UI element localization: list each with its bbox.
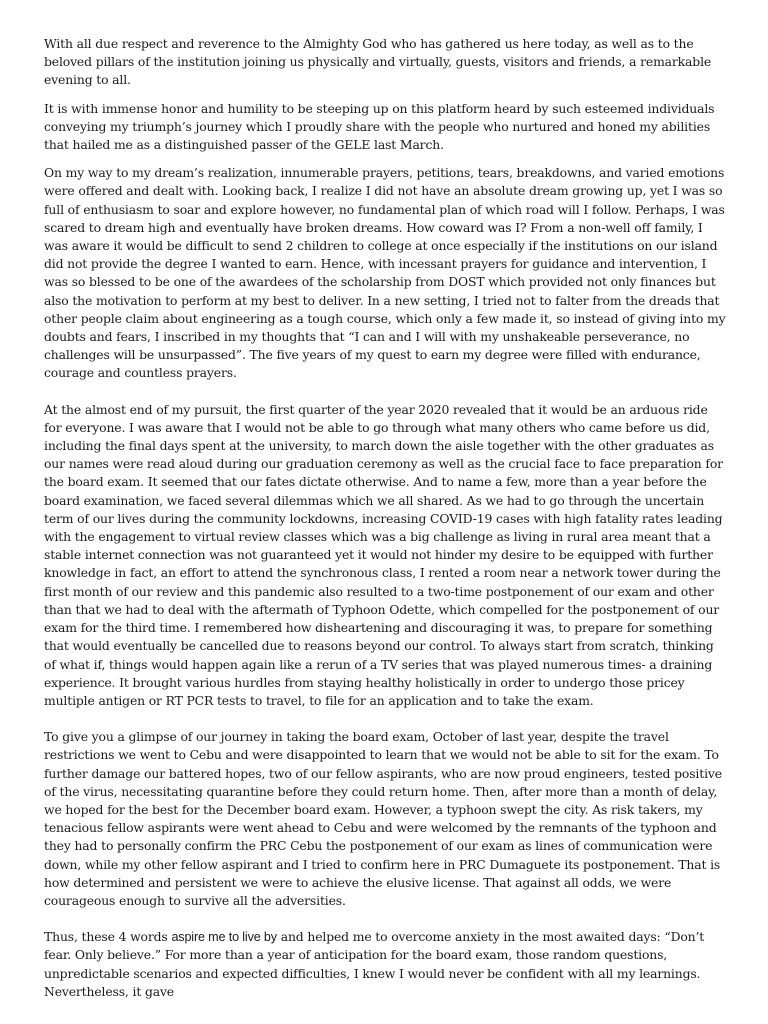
- paragraph-closing: [44, 928, 727, 1001]
- closing-text-before: Thus, these 4 words: [44, 929, 172, 945]
- paragraph-honor: It is with immense honor and humility to be steeping up on this platform heard by such esteemed individuals conveying my triumph’s journey which I proudly share with the people who nurtured and honed my abilities that hailed me as a distinguished passer of the GELE last March.: [44, 100, 715, 153]
- paragraph-dream: On my way to my dream’s realization, innumerable prayers, petitions, tears, breakdowns, and varied emotions were offered and dealt with. Looking back, I realize I did not have an absolute dream growing up, yet I was so full of enthusiasm to soar and explore however, no fundamental plan of which road will I follow. Perhaps, I was scared to dream high and eventually have broken dreams. How coward was I? From a non-well off family, I was aware it would be difficult to send 2 children to college at once especially if the institutions on our island did not provide the degree I wanted to earn. Hence, with incessant prayers for guidance and intervention, I was so blessed to be one of the awardees of the scholarship from DOST which provided not only finances but also the motivation to perform at my best to deliver. In a new setting, I tried not to falter from the dreads that other people claim about engineering as a tough course, which only a few made it, so instead of giving into my doubts and fears, I inscribed in my thoughts that “I can and I will with my unshakeable perseverance, no challenges will be unsurpassed”. The five years of my quest to earn my degree were filled with endurance, courage and countless prayers.: [44, 165, 726, 381]
- closing-text-sans: aspire me to live by: [171, 930, 277, 945]
- closing-text-after: and helped me to overcome anxiety in the most awaited days: “Don’t fear. Only believe.” For more than a year of anticipation for the board exam, those random questions, unpredictable scenarios and expected difficulties, I knew I would never be confident with all my learnings. Nevertheless, it gave: [44, 929, 705, 999]
- paragraph-greeting: With all due respect and reverence to the Almighty God who has gathered us here today, as well as to the beloved pillars of the institution joining us physically and virtually, guests, visitors and friends, a remarkable evening to all.: [44, 36, 712, 88]
- paragraph-pandemic: At the almost end of my pursuit, the first quarter of the year 2020 revealed that it would be an arduous ride for everyone. I was aware that I would not be able to go through what many others who came before us did, including the final days spent at the university, to march down the aisle together with the other graduates as our names were read aloud during our graduation ceremony as well as the crucial face to face preparation for the board exam. It seemed that our fates dictate otherwise. And to name a few, more than a year before the board examination, we faced several dilemmas which we all shared. As we had to go through the uncertain term of our lives during the community lockdowns, increasing COVID-19 cases with high fatality rates leading with the engagement to virtual review classes which was a big challenge as living in rural area meant that a stable internet connection was not guaranteed yet it would not hinder my desire to be equipped with further knowledge in fact, an effort to attend the synchronous class, I rented a room near a network tower during the first month of our review and this pandemic also resulted to a two-time postponement of our exam and other than that we had to deal with the aftermath of Typhoon Odette, which compelled for the postponement of our exam for the third time. I remembered how disheartening and discouraging it was, to prepare for something that would eventually be cancelled due to reasons beyond our control. To always start from scratch, thinking of what if, things would happen again like a rerun of a TV series that was played numerous times- a draining experience. It brought various hurdles from staying healthy holistically in order to undergo those pricey multiple antigen or RT PCR tests to travel, to file for an application and to take the exam.: [44, 401, 723, 708]
- paragraph-board-exam: To give you a glimpse of our journey in taking the board exam, October of last year, despite the travel restrictions we went to Cebu and were disappointed to learn that we would not be able to sit for the exam. To further damage our battered hopes, two of our fellow aspirants, who are now proud engineers, tested positive of the virus, necessitating quarantine before they could return home. Then, after more than a month of delay, we hoped for the best for the December board exam. However, a typhoon swept the city. As risk takers, my tenacious fellow aspirants were went ahead to Cebu and were welcomed by the remnants of the typhoon and they had to personally confirm the PRC Cebu the postponement of our exam as lines of communication were down, while my other fellow aspirant and I tried to confirm here in PRC Dumaguete its postponement. That is how determined and persistent we were to achieve the elusive license. That against all odds, we were courageous enough to survive all the adversities.: [44, 729, 722, 908]
- speech-document: [44, 35, 727, 1011]
